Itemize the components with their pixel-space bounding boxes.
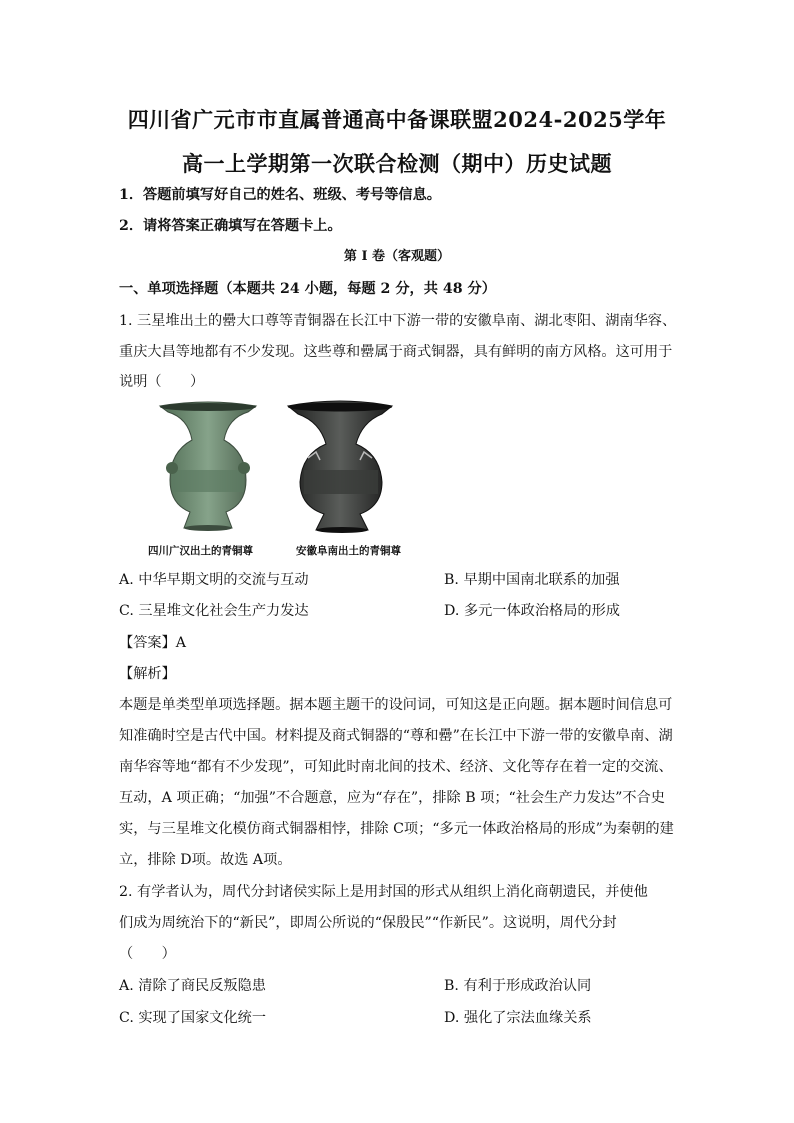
q1-analysis-line6: 立，排除 D项。故选 A项。 (119, 852, 292, 868)
q1-option-d[interactable]: D. 多元一体政治格局的形成 (444, 603, 620, 619)
exam-title-line2: 高一上学期第一次联合检测（期中）历史试题 (182, 151, 612, 176)
q1-analysis-line2: 知准确时空是古代中国。材料提及商式铜器的“尊和罍”在长江中下游一带的安徽阜南、湖 (119, 728, 673, 744)
instruction-1: 1．答题前填写好自己的姓名、班级、考号等信息。 (119, 187, 441, 203)
volume-heading: 第 I 卷（客观题） (343, 249, 451, 264)
q1-stem-line2: 重庆大昌等地都有不少发现。这些尊和罍属于商式铜器，具有鲜明的南方风格。这可用于 (119, 344, 673, 360)
q1-option-a[interactable]: A. 中华早期文明的交流与互动 (119, 572, 309, 588)
q2-option-c[interactable]: C. 实现了国家文化统一 (119, 1010, 267, 1026)
caption-anhui: 安徽阜南出土的青铜尊 (296, 545, 401, 557)
bronze-vessels-figure (148, 400, 418, 560)
q1-stem-line3: 说明（ ） (119, 374, 205, 390)
q1-analysis-line4: 互动，A 项正确；“加强”不合题意，应为“存在”，排除 B 项；“社会生产力发达”不合史 (119, 790, 665, 806)
q1-answer: 【答案】A (119, 635, 186, 651)
q1-analysis-line1: 本题是单类型单项选择题。据本题主题干的设问词，可知这是正向题。据本题时间信息可 (119, 697, 673, 713)
instruction-2: 2．请将答案正确填写在答题卡上。 (119, 218, 342, 234)
exam-title-line1: 四川省广元市市直属普通高中备课联盟2024-2025学年 (127, 107, 667, 132)
q2-option-d[interactable]: D. 强化了宗法血缘关系 (444, 1010, 592, 1026)
q1-option-b[interactable]: B. 早期中国南北联系的加强 (444, 572, 620, 588)
sichuan-bronze-zun-image (160, 402, 256, 531)
anhui-bronze-zun-image (288, 401, 392, 533)
q1-analysis-label: 【解析】 (119, 666, 176, 682)
caption-sichuan: 四川广汉出土的青铜尊 (148, 545, 253, 557)
q2-stem-line3: （ ） (119, 946, 176, 962)
q1-option-c[interactable]: C. 三星堆文化社会生产力发达 (119, 603, 309, 619)
q2-option-a[interactable]: A. 清除了商民反叛隐患 (119, 978, 266, 994)
q1-stem-line1: 1. 三星堆出土的罍大口尊等青铜器在长江中下游一带的安徽阜南、湖北枣阳、湖南华容、 (119, 313, 677, 329)
q2-option-b[interactable]: B. 有利于形成政治认同 (444, 978, 592, 994)
section-heading: 一、单项选择题（本题共 24 小题，每题 2 分，共 48 分） (119, 281, 496, 297)
q2-stem-line1: 2. 有学者认为，周代分封诸侯实际上是用封国的形式从组织上消化商朝遗民，并使他 (119, 884, 648, 900)
q2-stem-line2: 们成为周统治下的“新民”，即周公所说的“保殷民”“作新民”。这说明，周代分封 (119, 915, 617, 931)
q1-analysis-line5: 实，与三星堆文化模仿商式铜器相悖，排除 C项；“多元一体政治格局的形成”为秦朝的建 (119, 821, 674, 837)
q1-analysis-line3: 南华容等地“都有不少发现”，可知此时南北间的技术、经济、文化等存在着一定的交流、 (119, 759, 673, 775)
